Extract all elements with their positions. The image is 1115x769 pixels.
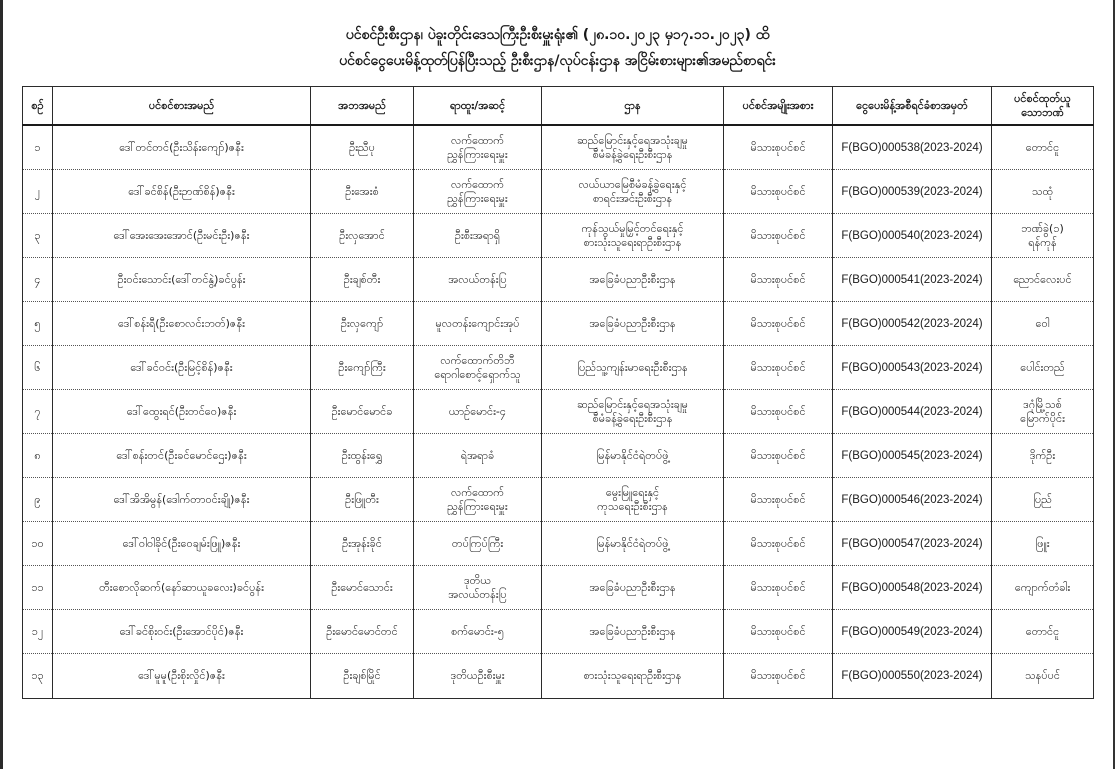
cell-no: ၄ [23, 258, 53, 302]
cell-department-line-1: ပြည်သူ့ကျန်းမာရေးဦးစီးဌာန [577, 360, 688, 374]
cell-father-name: ဦးချစ်တီး [311, 258, 414, 302]
cell-father-name: ဦးဖြူတီး [311, 478, 414, 522]
pension-roster-table [22, 86, 1094, 699]
cell-rank [414, 434, 542, 478]
cell-department [542, 390, 724, 434]
cell-treasury-line-1: ကျောက်တံခါး [1014, 580, 1071, 594]
table-row [23, 346, 1094, 390]
cell-treasury [992, 258, 1094, 302]
cell-treasury [992, 654, 1094, 699]
cell-rank [414, 654, 542, 699]
cell-department-line-2: စီမံခန့်ခွဲရေးဦးစီးဌာန [592, 147, 673, 161]
cell-department-line-1: အခြေခံပညာဦးစီးဌာန [589, 272, 676, 286]
cell-rank-line-2: ရောဂါစောင့်ရှောက်သူ [434, 367, 521, 381]
cell-department [542, 478, 724, 522]
cell-rank-line-1: လက်ထောက် [451, 485, 504, 499]
cell-pensioner-name: ဒေါ်အိအိမွန်(ဒေါက်တာဝင်းချို)ဇနီး [53, 478, 311, 522]
header-rank: ရာထူး/အဆင့် [414, 87, 542, 126]
cell-license-no: F(BGO)000541(2023-2024) [833, 258, 992, 302]
cell-father-name: ဦးညီပု [311, 125, 414, 170]
cell-no: ၁ [23, 125, 53, 170]
cell-department [542, 522, 724, 566]
cell-department [542, 170, 724, 214]
header-pension-type: ပင်စင်အမျိုးအစား [724, 87, 833, 126]
header-license-no: ငွေပေးမိန့်အစီရင်ခံစာအမှတ် [833, 87, 992, 126]
cell-department-line-2: ကုသရေးဦးစီးဌာန [597, 499, 668, 513]
cell-pensioner-name: ဒေါ်ခင်ဝင်း(ဦးမြင့်စိန်)ဇနီး [53, 346, 311, 390]
cell-department-line-1: မြန်မာနိုင်ငံရဲတပ်ဖွဲ့ [596, 448, 669, 462]
cell-department-line-1: ဆည်မြောင်းနှင့်ရေအသုံးချမှု [577, 133, 688, 147]
cell-department-line-1: အခြေခံပညာဦးစီးဌာန [589, 316, 676, 330]
cell-license-no: F(BGO)000549(2023-2024) [833, 610, 992, 654]
cell-no: ၁၁ [23, 566, 53, 610]
cell-no: ၈ [23, 434, 53, 478]
cell-rank [414, 214, 542, 258]
cell-treasury [992, 566, 1094, 610]
cell-father-name: ဦးမောင်သောင်း [311, 566, 414, 610]
cell-no: ၁၂ [23, 610, 53, 654]
cell-treasury-line-1: တောင်ငူ [1025, 140, 1060, 154]
cell-pensioner-name: ဒေါ်ဝါဝါခိုင်(ဦးဝေချမ်းဖြူ)ဇနီး [53, 522, 311, 566]
scan-edge-left [0, 0, 3, 769]
cell-treasury [992, 346, 1094, 390]
cell-license-no: F(BGO)000548(2023-2024) [833, 566, 992, 610]
cell-license-no: F(BGO)000538(2023-2024) [833, 125, 992, 170]
cell-department [542, 566, 724, 610]
cell-license-no: F(BGO)000539(2023-2024) [833, 170, 992, 214]
cell-department-line-1: မွေးမြူရေးနှင့် [605, 485, 660, 499]
cell-pension-type: မိသားစုပင်စင် [724, 566, 833, 610]
cell-rank [414, 170, 542, 214]
cell-pension-type: မိသားစုပင်စင် [724, 214, 833, 258]
cell-pensioner-name: ဦးဝင်းသောင်း(ဒေါ်တင်နွဲ့)ခင်ပွန်း [53, 258, 311, 302]
cell-rank-line-1: လက်ထောက် [451, 177, 504, 191]
cell-pension-type: မိသားစုပင်စင် [724, 258, 833, 302]
cell-department-line-1: ဆည်မြောင်းနှင့်ရေအသုံးချမှု [577, 397, 688, 411]
table-row [23, 610, 1094, 654]
cell-treasury [992, 522, 1094, 566]
cell-license-no: F(BGO)000542(2023-2024) [833, 302, 992, 346]
cell-pensioner-name: ဒေါ်မူမူ(ဦးစိုးလှိုင်)ဇနီး [53, 654, 311, 699]
cell-pensioner-name: တီးစောလိုဆက်(နော်ဆာယူခလေး)ခင်ပွန်း [53, 566, 311, 610]
cell-pension-type: မိသားစုပင်စင် [724, 346, 833, 390]
cell-treasury [992, 170, 1094, 214]
cell-pensioner-name: ဒေါ်စန်းတင်(ဦးခင်မောင်ဌေး)ဇနီး [53, 434, 311, 478]
cell-rank-line-2: ညွှန်ကြားရေးမှူး [447, 191, 508, 205]
table-row [23, 302, 1094, 346]
table-row [23, 258, 1094, 302]
cell-treasury-line-1: ဒဂုံမြို့သစ် [1023, 397, 1062, 411]
header-pensioner-name: ပင်စင်စားအမည် [53, 87, 311, 126]
cell-department-line-1: မြန်မာနိုင်ငံရဲတပ်ဖွဲ့ [596, 536, 669, 550]
cell-license-no: F(BGO)000547(2023-2024) [833, 522, 992, 566]
header-no: စဉ် [23, 87, 53, 126]
header-treasury-line-2: သောဘဏ် [1021, 105, 1064, 119]
cell-pensioner-name: ဒေါ်တင်တင်(ဦးသိန်းကျော်)ဇနီး [53, 125, 311, 170]
document-header [0, 24, 1115, 72]
cell-no: ၆ [23, 346, 53, 390]
table-body [23, 125, 1094, 699]
cell-treasury-line-1: ဝေါ [1035, 316, 1050, 330]
cell-rank [414, 125, 542, 170]
cell-pension-type: မိသားစုပင်စင် [724, 125, 833, 170]
document-title-line-2: ပင်စင်ငွေပေးမိန့်ထုတ်ပြန်ပြီးသည့် ဦးစီးဌာန/လုပ်ငန်းဌာန အငြိမ်းစားများ၏အမည်စာရင်း [339, 53, 776, 69]
table-row [23, 522, 1094, 566]
cell-pension-type: မိသားစုပင်စင် [724, 478, 833, 522]
cell-pension-type: မိသားစုပင်စင် [724, 390, 833, 434]
cell-department-line-1: ကုန်သွယ်မှုမြှင့်တင်ရေးနှင့် [581, 221, 684, 235]
cell-rank [414, 478, 542, 522]
cell-treasury-line-1: ပေါင်းတည် [1020, 360, 1065, 374]
header-treasury-line-1: ပင်စင်ထုတ်ယူ [1014, 91, 1071, 105]
cell-rank-line-2: ညွှန်ကြားရေးမှူး [447, 499, 508, 513]
cell-pension-type: မိသားစုပင်စင် [724, 302, 833, 346]
cell-rank-line-1: မူလတန်းကျောင်းအုပ် [435, 316, 520, 330]
table-row [23, 478, 1094, 522]
table-row [23, 434, 1094, 478]
cell-rank-line-2: အလယ်တန်းပြ [448, 587, 507, 601]
cell-department [542, 346, 724, 390]
cell-department [542, 654, 724, 699]
cell-pension-type: မိသားစုပင်စင် [724, 610, 833, 654]
cell-treasury-line-1: တောင်ငူ [1025, 624, 1060, 638]
cell-treasury-line-1: ပြည် [1033, 492, 1052, 506]
header-father-name: အဘအမည် [311, 87, 414, 126]
cell-no: ၅ [23, 302, 53, 346]
table-row [23, 125, 1094, 170]
cell-no: ၉ [23, 478, 53, 522]
cell-treasury-line-2: ရန်ကုန် [1028, 235, 1057, 249]
table-row [23, 214, 1094, 258]
cell-father-name: ဦးထွန်းရွှေ [311, 434, 414, 478]
cell-department-line-1: အခြေခံပညာဦးစီးဌာန [589, 580, 676, 594]
cell-treasury-line-1: ဖြူး [1035, 536, 1050, 550]
cell-father-name: ဦးချစ်မြိုင် [311, 654, 414, 699]
cell-rank-line-1: ဒုတိယဦးစီးမှူး [450, 669, 505, 682]
cell-rank-line-2: ညွှန်ကြားရေးမှူး [447, 147, 508, 161]
table-row [23, 390, 1094, 434]
cell-rank-line-1: လက်ထောက်တိဘီ [440, 353, 515, 367]
cell-license-no: F(BGO)000546(2023-2024) [833, 478, 992, 522]
cell-pensioner-name: ဒေါ်ခင်စိုးဝင်း(ဦးအောင်ပိုင်)ဇနီး [53, 610, 311, 654]
cell-treasury [992, 390, 1094, 434]
cell-department [542, 302, 724, 346]
cell-rank-line-1: ဒုတိယ [463, 573, 492, 587]
cell-treasury [992, 214, 1094, 258]
cell-rank [414, 610, 542, 654]
table-row [23, 170, 1094, 214]
cell-pensioner-name: ဒေါ်စန်းရီ(ဦးစောလင်းဘတ်)ဇနီး [53, 302, 311, 346]
cell-pension-type: မိသားစုပင်စင် [724, 522, 833, 566]
cell-department [542, 434, 724, 478]
cell-father-name: ဦးအေးစံ [311, 170, 414, 214]
cell-no: ၂ [23, 170, 53, 214]
cell-treasury-line-1: ညောင်လေးပင် [1013, 272, 1072, 286]
cell-treasury-line-1: သနပ်ပင် [1025, 669, 1060, 682]
header-treasury [992, 87, 1094, 126]
cell-treasury [992, 125, 1094, 170]
cell-license-no: F(BGO)000543(2023-2024) [833, 346, 992, 390]
cell-rank [414, 258, 542, 302]
cell-father-name: ဦးအုန်းခိုင် [311, 522, 414, 566]
cell-department-line-2: စားသုံးသူရေးရာဦးစီးဌာန [583, 235, 682, 249]
cell-license-no: F(BGO)000550(2023-2024) [833, 654, 992, 699]
cell-pension-type: မိသားစုပင်စင် [724, 434, 833, 478]
cell-license-no: F(BGO)000540(2023-2024) [833, 214, 992, 258]
cell-father-name: ဦးကျော်ကြီး [311, 346, 414, 390]
cell-treasury [992, 478, 1094, 522]
cell-pension-type: မိသားစုပင်စင် [724, 654, 833, 699]
cell-department-line-1: အခြေခံပညာဦးစီးဌာန [589, 624, 676, 638]
cell-rank [414, 522, 542, 566]
cell-rank-line-1: တပ်ကြပ်ကြီး [451, 536, 504, 550]
cell-treasury [992, 434, 1094, 478]
cell-department-line-2: စီမံခန့်ခွဲရေးဦးစီးဌာန [592, 411, 673, 425]
cell-no: ၁၀ [23, 522, 53, 566]
cell-treasury [992, 610, 1094, 654]
cell-rank-line-1: စက်မောင်း-၅ [451, 624, 504, 638]
cell-department [542, 125, 724, 170]
cell-department-line-1: စားသုံးသူရေးရာဦးစီးဌာန [583, 669, 682, 682]
document-title-line-1: ပင်စင်ဦးစီးဌာန၊ ပဲခူးတိုင်းဒေသကြီးဦးစီးမှူးရုံး၏ (၂၈.၁၀.၂၀၂၃ မှ၁၇.၁၁.၂၀၂၃) ထိ [345, 27, 770, 43]
cell-treasury-line-1: သထုံ [1031, 184, 1054, 198]
cell-license-no: F(BGO)000545(2023-2024) [833, 434, 992, 478]
cell-department [542, 610, 724, 654]
cell-father-name: ဦးမောင်မောင်တင် [311, 610, 414, 654]
table-row [23, 566, 1094, 610]
cell-department [542, 258, 724, 302]
cell-treasury-line-2: မြောက်ပိုင်း [1020, 411, 1065, 425]
cell-pension-type: မိသားစုပင်စင် [724, 170, 833, 214]
cell-father-name: ဦးမောင်မောင်ခ [311, 390, 414, 434]
table-header-row [23, 87, 1094, 126]
cell-rank-line-1: ယာဉ်မောင်း-၄ [448, 404, 507, 418]
cell-department [542, 214, 724, 258]
cell-department-line-1: လယ်ယာမြေစီမံခန့်ခွဲရေးနှင့် [578, 177, 687, 191]
cell-license-no: F(BGO)000544(2023-2024) [833, 390, 992, 434]
cell-rank [414, 566, 542, 610]
cell-father-name: ဦးလှကျော် [311, 302, 414, 346]
cell-no: ၇ [23, 390, 53, 434]
cell-rank-line-1: အလယ်တန်းပြ [448, 272, 507, 286]
cell-pensioner-name: ဒေါ်ခင်စိန်(ဦးဉာဏ်စိန်)ဇနီး [53, 170, 311, 214]
cell-treasury-line-1: ဒိုက်ဦး [1029, 448, 1056, 462]
cell-rank [414, 390, 542, 434]
table-row [23, 654, 1094, 699]
cell-rank [414, 302, 542, 346]
cell-rank-line-1: လက်ထောက် [451, 133, 504, 147]
cell-rank [414, 346, 542, 390]
cell-no: ၁၃ [23, 654, 53, 699]
cell-department-line-2: စာရင်းအင်းဦးစီးဌာန [592, 191, 673, 205]
cell-rank-line-1: ဦးစီးအရာရှိ [454, 228, 501, 242]
cell-pensioner-name: ဒေါ်ထွေးရင်(ဦးတင်ဝေ)ဇနီး [53, 390, 311, 434]
cell-pensioner-name: ဒေါ်အေးအေးအောင်(ဦးမင်းဦး)ဇနီး [53, 214, 311, 258]
cell-father-name: ဦးလှအောင် [311, 214, 414, 258]
cell-treasury [992, 302, 1094, 346]
header-department: ဌာန [542, 87, 724, 126]
cell-rank-line-1: ရဲအရာခံ [460, 448, 495, 462]
cell-no: ၃ [23, 214, 53, 258]
cell-treasury-line-1: ဘဏ်ခွဲ(၁) [1021, 221, 1064, 235]
